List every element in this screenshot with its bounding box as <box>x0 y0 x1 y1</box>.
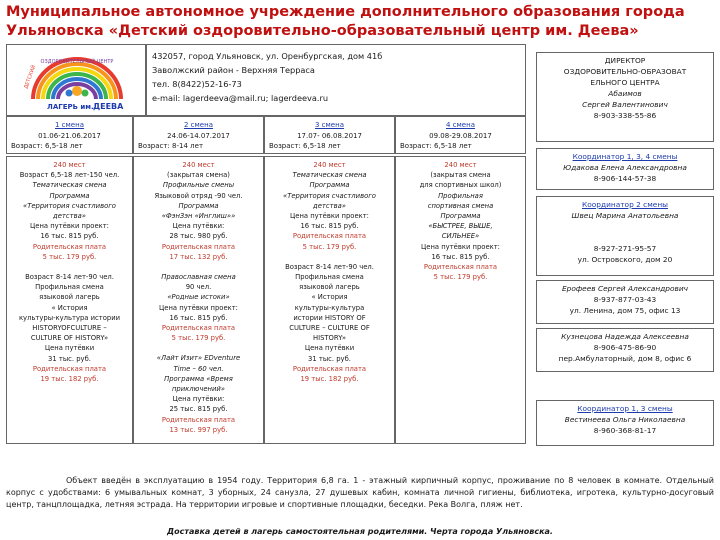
orthodox-shift: Православная смена <box>161 273 236 282</box>
coordinator-134-name: Юдакова Елена Александровна <box>563 163 687 172</box>
coordinator-2-name: Швец Марина Анатольевна <box>571 211 679 220</box>
voucher-price: 16 тыс. 815 руб. <box>40 232 99 241</box>
kuznetsova-box <box>536 328 714 372</box>
shift-2-header <box>133 116 264 154</box>
places: 240 мест <box>444 161 477 169</box>
history-program: истории HISTORY OF <box>293 313 366 322</box>
program-name-2: СИЛЬНЕЕ» <box>441 232 480 241</box>
shift-4-age: Возраст: 6,5-18 лет <box>400 142 472 150</box>
coordinator-134-phone: 8-906-144-57-38 <box>593 174 657 183</box>
parent-fee-label: Родительская плата <box>161 324 236 333</box>
parent-fee-label: Родительская плата <box>292 364 367 373</box>
closed-note-2: для спортивных школ) <box>419 181 502 190</box>
coordinator-2-phone: 8-927-271-95-57 <box>593 244 657 253</box>
logo-bottom-text: ЛАГЕРЬ им. <box>47 103 94 111</box>
parent-fee-label: Родительская плата <box>292 232 367 241</box>
coordinator-13-link[interactable]: Координатор 1, 3 смены <box>577 404 673 413</box>
voucher-price: 31 тыс. руб. <box>48 354 91 363</box>
director-title: ДИРЕКТОР <box>604 56 646 65</box>
program-label: Программа <box>309 181 350 190</box>
program-label: Программа <box>178 201 219 210</box>
age-group: Возраст 6,5-18 лет-150 чел. <box>19 171 120 180</box>
voucher-price: 16 тыс. 815 руб. <box>169 313 228 322</box>
coordinator-134-link[interactable]: Координатор 1, 3, 4 смены <box>572 152 678 161</box>
parent-fee: 5 тыс. 179 руб. <box>171 334 226 343</box>
history-program: CULTURE OF HISTORY» <box>30 334 109 343</box>
shift-1-header <box>6 116 133 154</box>
places: 240 мест <box>313 161 346 169</box>
camp-type: Профильная смена <box>35 283 104 292</box>
parent-fee: 19 тыс. 182 руб. <box>40 375 99 384</box>
erofeev-address: ул. Ленина, дом 75, офис 13 <box>569 306 681 315</box>
voucher-price: 28 тыс. 980 руб. <box>169 232 228 241</box>
program-name: «Территория счастливого детства» <box>283 191 376 210</box>
history-program: « История <box>311 293 348 302</box>
address-box <box>146 44 526 116</box>
page-title: Муниципальное автономное учреждение дополнительного образования города Ульяновска «Детский оздоровительно-образовательный центр им. Деева» <box>6 4 685 39</box>
program-name: «ФэнЗэн «Инглиш»» <box>161 212 236 221</box>
adventure-program: Программа «Время <box>164 374 233 383</box>
kuznetsova-address: пер.Амбулаторный, дом 8, офис 6 <box>558 354 692 363</box>
shift-3-details <box>264 156 395 444</box>
parent-fee: 5 тыс. 179 руб. <box>433 273 488 282</box>
voucher-price-label: Цена путёвки: <box>172 222 225 231</box>
erofeev-name: Ерофеев Сергей Александрович <box>561 284 689 293</box>
coordinator-134-box <box>536 148 714 190</box>
parent-fee: 5 тыс. 179 руб. <box>302 242 357 251</box>
coordinator-2-box <box>536 196 714 276</box>
history-program: культуры-культура истории <box>18 313 121 322</box>
history-program: HISTORYOFCULTURE – <box>32 324 107 333</box>
coordinator-2-link[interactable]: Координатор 2 смены <box>581 200 669 209</box>
adventure-count: Time – 60 чел. <box>173 364 224 373</box>
parent-fee-label: Родительская плата <box>423 263 498 272</box>
parent-fee: 13 тыс. 997 руб. <box>169 425 228 434</box>
parent-fee: 5 тыс. 179 руб. <box>42 252 97 261</box>
delivery-note: Доставка детей в лагерь самостоятельная родителями. Черта города Ульяновска. <box>167 527 553 536</box>
shift-2-details <box>133 156 264 444</box>
voucher-price: 16 тыс. 815 руб. <box>300 222 359 231</box>
camp-type: Профильная смена <box>295 273 364 282</box>
age-group-2: Возраст 8-14 лет-90 чел. <box>285 262 374 271</box>
orthodox-count: 90 чел. <box>185 283 212 292</box>
history-program: « История <box>51 303 88 312</box>
shift-type-2: спортивная смена <box>427 201 494 210</box>
parent-fee-label: Родительская плата <box>161 415 236 424</box>
voucher-price-label: Цена путёвки проект: <box>421 242 500 251</box>
program-label: Программа <box>49 191 90 200</box>
shift-type: Профильные смены <box>162 181 235 190</box>
program-name: «БЫСТРЕЕ, ВЫШЕ, <box>428 222 493 231</box>
history-program: CULTURE – CULTURE OF <box>289 324 370 333</box>
shift-2-age: Возраст: 8-14 лет <box>138 142 204 150</box>
kuznetsova-name: Кузнецова Надежда Алексеевна <box>561 332 689 341</box>
shift-4-dates: 09.08-29.08.2017 <box>429 131 492 140</box>
coordinator-13-box <box>536 400 714 446</box>
age-group-2: Возраст 8-14 лет-90 чел. <box>25 273 114 282</box>
shift-2-dates: 24.06-14.07.2017 <box>167 131 230 140</box>
shift-4-header <box>395 116 526 154</box>
squad: Языковой отряд -90 чел. <box>154 191 243 200</box>
program-label: Программа <box>440 212 481 221</box>
shift-3-header <box>264 116 395 154</box>
parent-fee-label: Родительская плата <box>32 242 107 251</box>
shift-type: Тематическая смена <box>292 171 367 180</box>
voucher-price: 25 тыс. 815 руб. <box>169 405 228 414</box>
director-surname: Абаимов <box>608 89 642 98</box>
parent-fee: 17 тыс. 132 руб. <box>169 252 228 261</box>
orthodox-program: «Родные истоки» <box>167 293 230 302</box>
logo-arc-text: ОЗДОРОВИТЕЛЬНЫЙ ЦЕНТР <box>40 59 114 65</box>
director-phone: 8-903-338-55-86 <box>593 111 657 120</box>
shift-4-details <box>395 156 526 444</box>
shift-type: Профильная <box>438 191 483 200</box>
erofeev-box <box>536 280 714 324</box>
voucher-price-label: Цена путёвки проект: <box>159 303 238 312</box>
logo-left-text: ДЕТСКИЙ <box>23 64 38 90</box>
shift-type: Тематическая смена <box>32 181 107 190</box>
address-phone: тел. 8(8422)52-16-73 <box>152 79 242 89</box>
places: 240 мест <box>182 161 215 169</box>
camp-type-2: языковой лагерь <box>299 283 360 292</box>
camp-type-2: языковой лагерь <box>39 293 100 302</box>
voucher-price: 16 тыс. 815 руб. <box>431 252 490 261</box>
voucher-price: 31 тыс. руб. <box>308 354 351 363</box>
coordinator-13-name: Вестинеева Ольга Николаевна <box>564 415 686 424</box>
parent-fee: 19 тыс. 182 руб. <box>300 375 359 384</box>
address-email[interactable]: e-mail: lagerdeeva@mail.ru; lagerdeeva.ru <box>152 93 329 103</box>
shift-1-details <box>6 156 133 444</box>
address-line: 432057, город Ульяновск, ул. Оренбургская, дом 41б <box>152 51 383 61</box>
shift-3-dates: 17.07- 06.08.2017 <box>297 131 362 140</box>
coordinator-2-address: ул. Островского, дом 20 <box>577 255 673 264</box>
voucher-price-label: Цена путёвки: <box>172 395 225 404</box>
director-title: ОЗДОРОВИТЕЛЬНО-ОБРАЗОВАТ <box>563 67 687 76</box>
program-name: «Территория счастливого детства» <box>23 201 116 221</box>
shift-4-link[interactable]: 4 смена <box>446 121 475 129</box>
shift-2-link[interactable]: 2 смена <box>184 121 213 129</box>
shift-3-link[interactable]: 3 смена <box>315 121 344 129</box>
parent-fee-label: Родительская плата <box>32 364 107 373</box>
shift-1-age: Возраст: 6,5-18 лет <box>11 142 83 150</box>
adventure-program: приключений» <box>171 385 226 394</box>
address-district: Заволжский район - Верхняя Терраса <box>152 65 315 75</box>
logo-name-text: ДЕЕВА <box>93 102 124 111</box>
coordinator-13-phone: 8-960-368-81-17 <box>593 426 657 435</box>
director-name: Сергей Валентинович <box>582 100 668 109</box>
director-title: ЕЛЬНОГО ЦЕНТРА <box>590 78 660 87</box>
erofeev-phone: 8-937-877-03-43 <box>593 295 657 304</box>
history-program: HISTORY» <box>312 334 347 343</box>
camp-logo <box>19 51 135 111</box>
adventure-shift: «Лайт Изит» EDventure <box>156 354 241 363</box>
voucher-price-label: Цена путёвки проект: <box>290 212 369 221</box>
voucher-price-label: Цена путёвки <box>304 344 355 353</box>
shift-1-dates: 01.06-21.06.2017 <box>38 131 101 140</box>
facility-description <box>6 475 714 512</box>
logo-box <box>6 44 146 116</box>
places: 240 мест <box>53 161 86 169</box>
history-program: культуры-культура <box>294 303 365 312</box>
voucher-price-label: Цена путёвки проект: <box>30 222 109 231</box>
closed-note: (закрытая смена) <box>167 171 230 180</box>
facility-text: Объект введён в эксплуатацию в 1954 году. Территория 6,8 га. 1 - этажный кирпичный корпус, проживание по 8 человек в комнате. Отдельный корпус с удобствами: 6 умывальных комнат, 3 уборных, 24 санузла, 27 душевых кабин, комната личной гигиены, библиотека, игротека, культурно-досуговый центр, танцплощадка, летняя эстрада. На территории игровые и спортивные площадки, беседки. Река Волга, пляж нет. <box>6 476 714 510</box>
director-box <box>536 52 714 142</box>
kuznetsova-phone: 8-906-475-86-90 <box>593 343 657 352</box>
shift-3-age: Возраст: 6,5-18 лет <box>269 142 341 150</box>
voucher-price-label: Цена путёвки <box>44 344 95 353</box>
parent-fee-label: Родительская плата <box>161 242 236 251</box>
closed-note: (закрытая смена <box>430 171 491 180</box>
shift-1-link[interactable]: 1 смена <box>55 121 84 129</box>
